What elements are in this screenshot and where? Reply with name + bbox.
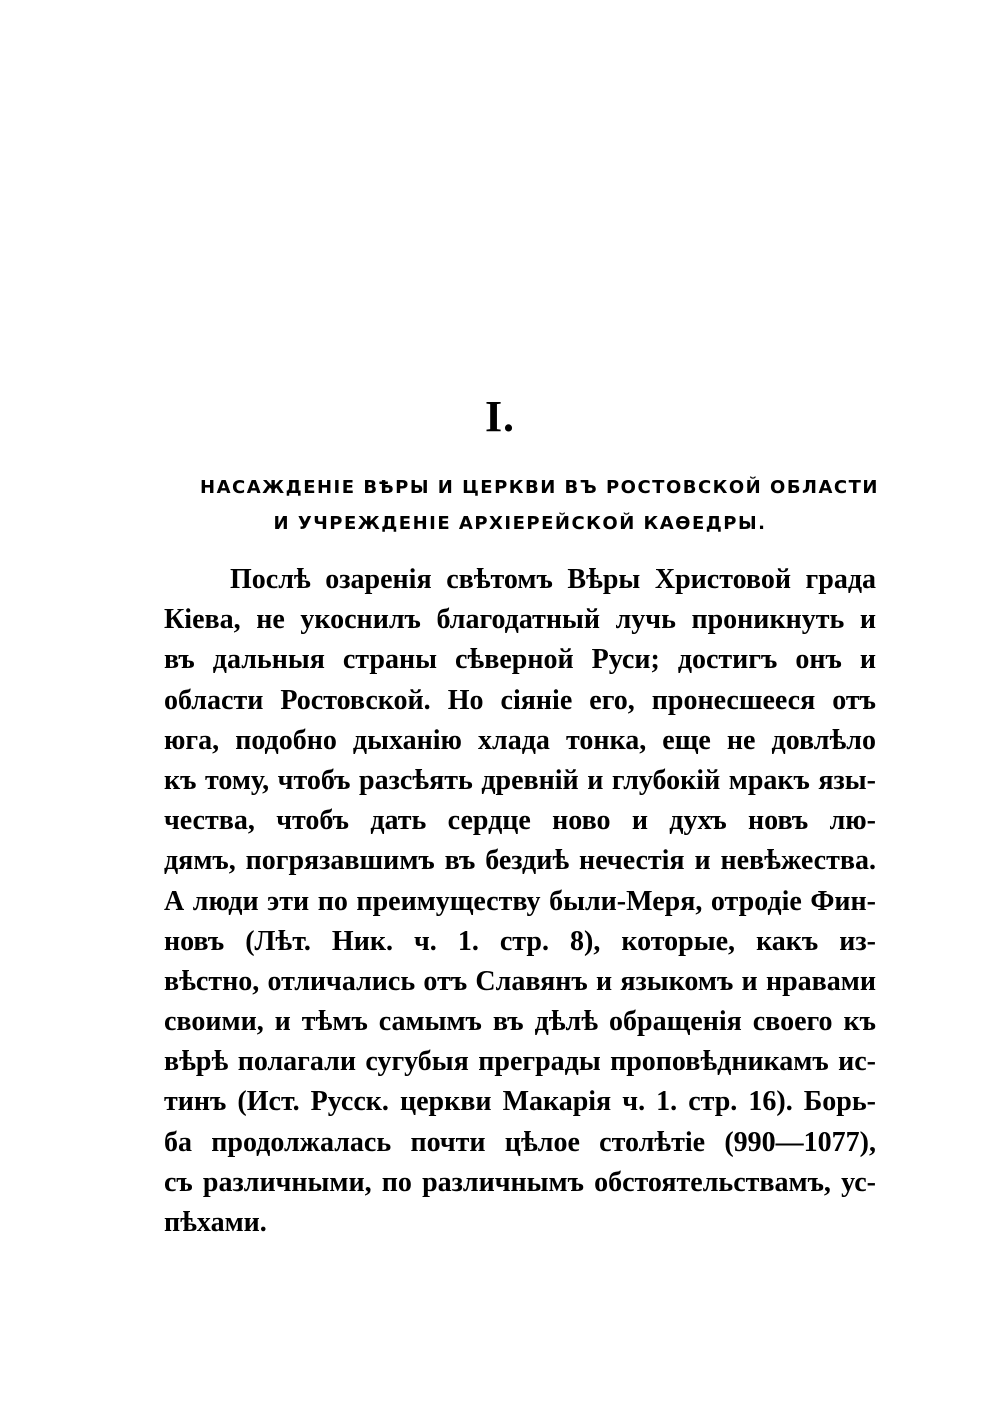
text-line: пѣхами. — [164, 1207, 267, 1238]
text-line: къ тому, чтобъ разсѣять древній и глубокій мракъ язы- — [164, 764, 876, 796]
chapter-title — [200, 470, 879, 542]
text-line: А люди эти по преимуществу были-Меря, отродіе Фин- — [164, 885, 876, 917]
text-line: Послѣ озаренія свѣтомъ Вѣры Христовой града — [230, 564, 876, 595]
text-line: съ различными, по различнымъ обстоятельствамъ, ус- — [164, 1166, 876, 1198]
text-line: вѣрѣ полагали сугубыя преграды проповѣдникамъ ис- — [164, 1046, 876, 1078]
chapter-title-line: И УЧРЕЖДЕНІЕ АРХІЕРЕЙСКОЙ КАѲЕДРЫ. — [273, 513, 767, 534]
text-line: новъ (Лѣт. Ник. ч. 1. стр. 8), которые, какъ из- — [164, 925, 876, 957]
body-paragraph — [164, 560, 876, 1243]
text-line: ба продолжалась почти цѣлое столѣтіе (990—1077), — [164, 1126, 876, 1158]
text-line: чества, чтобъ дать сердце ново и духъ новъ лю- — [164, 805, 876, 837]
text-line: тинъ (Ист. Русск. церкви Макарія ч. 1. стр. 16). Борь- — [164, 1086, 876, 1118]
chapter-number: I. — [484, 392, 516, 441]
text-line: области Ростовской. Но сіяніе его, пронесшееся отъ — [164, 684, 876, 716]
text-line: въ дальныя страны сѣверной Руси; достигъ онъ и — [164, 644, 876, 676]
text-line: Кіева, не укоснилъ благодатный лучь проникнуть и — [164, 604, 876, 636]
text-line: юга, подобно дыханію хлада тонка, еще не довлѣло — [164, 724, 876, 756]
text-line: дямъ, погрязавшимъ въ бездиѣ нечестія и невѣжества. — [164, 845, 876, 877]
chapter-title-line: НАСАЖДЕНІЕ ВѢРЫ И ЦЕРКВИ ВЪ РОСТОВСКОЙ ОБЛАСТИ — [200, 477, 879, 498]
text-line: вѣстно, отличались отъ Славянъ и языкомъ и нравами — [164, 965, 876, 997]
text-line: своими, и тѣмъ самымъ въ дѣлѣ обращенія своего къ — [164, 1006, 876, 1038]
